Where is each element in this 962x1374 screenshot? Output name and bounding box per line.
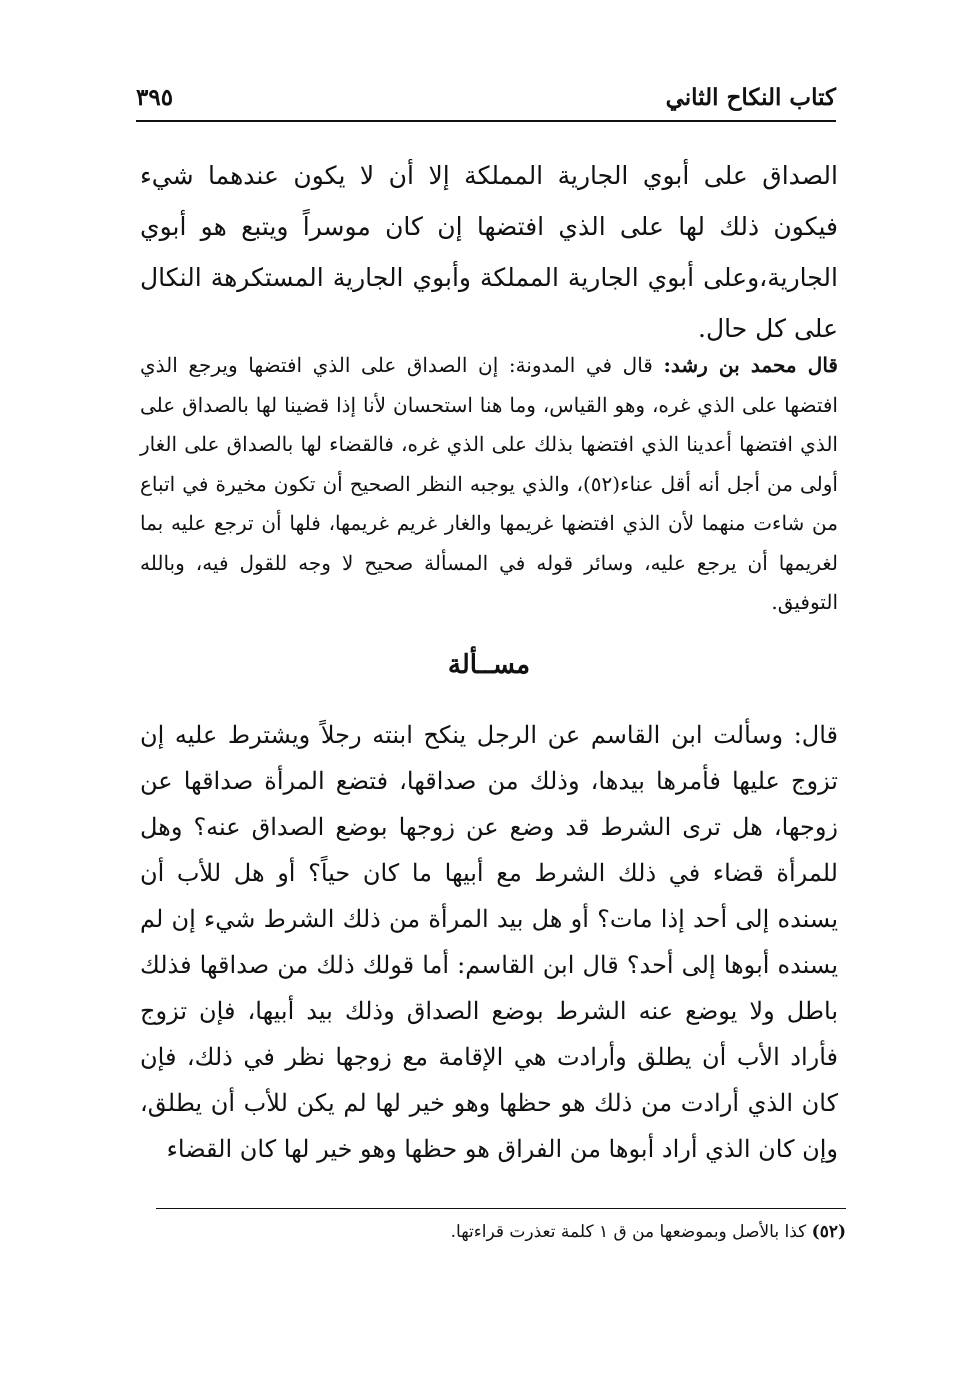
header-divider xyxy=(136,120,836,122)
footnote-divider xyxy=(156,1208,846,1209)
footnote-number: (٥٢) xyxy=(811,1222,846,1242)
page-header xyxy=(136,78,836,118)
section-heading: مســألة xyxy=(447,650,531,680)
footnote xyxy=(156,1222,846,1242)
footnote-text: كذا بالأصل وبموضعها من ق ١ كلمة تعذرت قراءتها. xyxy=(450,1222,812,1242)
commentary-body: قال في المدونة: إن الصداق على الذي افتضها ويرجع الذي افتضها على الذي غره، وهو القياس، وما هنا استحسان لأنا إذا قضينا لها بالصداق على الذي افتضها أعدينا الذي افتضها بذلك على الذي غره، فالقضاء لها بالصداق على الغار أولى من أجل أنه أقل عناء(٥٢)، والذي يوجبه النظر الصحيح أن تكون مخيرة في اتباع من شاءت منهما لأن الذي افتضها غريمها والغار غريم غريمها، فلها أن ترجع عليه بما لغريمها أن يرجع عليه، وسائر قوله في المسألة صحيح لا وجه للقول فيه، وبالله التوفيق. xyxy=(140,353,838,614)
running-title: كتاب النكاح الثاني xyxy=(665,84,836,111)
paragraph-question: قال: وسألت ابن القاسم عن الرجل ينكح ابنته رجلاً ويشترط عليه إن تزوج عليها فأمرها بيدها، وذلك من صداقها، فتضع المرأة صداقها عن زوجها، هل ترى الشرط قد وضع عن زوجها بوضع الصداق عنه؟ وهل للمرأة قضاء في ذلك الشرط مع أبيها ما كان حياً؟ أو هل للأب أن يسنده إلى أحد إذا مات؟ أو هل بيد المرأة من ذلك الشرط شيء إن لم يسنده أبوها إلى أحد؟ قال ابن القاسم: أما قولك ذلك من صداقها فذلك باطل ولا يوضع عنه الشرط بوضع الصداق وذلك بيد أبيها، فإن تزوج فأراد الأب أن يطلق وأرادت هي الإقامة مع زوجها نظر في ذلك، فإن كان الذي أرادت من ذلك هو حظها وهو خير لها لم يكن للأب أن يطلق، وإن كان الذي أراد أبوها من الفراق هو حظها وهو خير لها كان القضاء xyxy=(140,721,838,1163)
paragraph-continuation: الصداق على أبوي الجارية المملكة إلا أن لا يكون عندهما شيء فيكون ذلك لها على الذي افتضها إن كان موسراً ويتبع هو أبوي الجارية،وعلى أبوي الجارية المملكة وأبوي الجارية المستكرهة النكال على كل حال. xyxy=(140,161,838,343)
page-number: ٣٩٥ xyxy=(136,84,174,111)
commentary-speaker: قال محمد بن رشد: xyxy=(663,353,838,377)
paragraph-commentary xyxy=(140,346,838,623)
